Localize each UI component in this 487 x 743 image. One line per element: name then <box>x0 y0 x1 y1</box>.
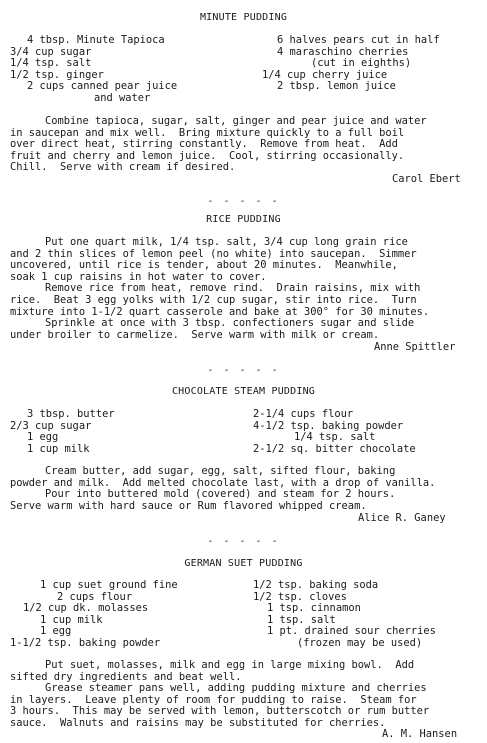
ingredient: 1 egg <box>40 625 72 638</box>
section-separator: - - - - - <box>207 365 280 376</box>
instruction-line: rice. Beat 3 egg yolks with 1/2 cup sugar, stir into rice. Turn <box>10 294 417 306</box>
section-separator: - - - - - <box>207 196 280 207</box>
ingredient: 1 pt. drained sour cherries <box>267 625 436 638</box>
ingredient: 4-1/2 tsp. baking powder <box>253 419 404 432</box>
instruction-line: in saucepan and mix well. Bring mixture quickly to a full boil <box>10 126 405 139</box>
ingredient: 1/2 tsp. cloves <box>253 590 347 603</box>
ingredient: 1 egg <box>27 431 59 444</box>
ingredient: 3 tbsp. butter <box>27 408 115 420</box>
instruction-line: fruit and cherry and lemon juice. Cool, stirring occasionally. <box>10 149 405 162</box>
instruction-line: uncovered, until rice is tender, about 20 minutes. Meanwhile, <box>10 259 398 272</box>
ingredient: 4 maraschino cherries <box>277 45 409 58</box>
ingredient: 2 tbsp. lemon juice <box>277 80 396 93</box>
recipe-title-german-suet-pudding: GERMAN SUET PUDDING <box>184 558 303 569</box>
recipe-author: Carol Ebert <box>392 173 461 185</box>
instruction-line: mixture into 1-1/2 quart casserole and bake at 300° for 30 minutes. <box>10 305 430 318</box>
ingredient: (cut in eighths) <box>311 57 412 70</box>
ingredient: 2 cups flour <box>57 590 133 603</box>
instruction-line: Pour into buttered mold (covered) and steam for 2 hours. <box>45 488 396 501</box>
ingredient: 1 tsp. salt <box>267 613 336 626</box>
ingredient: 1/2 tsp. ginger <box>10 68 104 81</box>
ingredient: 1/2 cup dk. molasses <box>23 602 149 615</box>
recipe-author: A. M. Hansen <box>382 728 458 740</box>
ingredient: 6 halves pears cut in half <box>277 34 440 46</box>
instruction-line: Sprinkle at once with 3 tbsp. confectioners sugar and slide <box>45 317 415 330</box>
instruction-line: Serve warm with hard sauce or Rum flavored whipped cream. <box>10 499 367 512</box>
ingredient: 1/2 tsp. baking soda <box>253 579 379 591</box>
ingredient: 3/4 cup sugar <box>10 45 92 58</box>
ingredient: 2 cups canned pear juice <box>27 80 178 93</box>
ingredient: 2/3 cup sugar <box>10 419 92 432</box>
instruction-line: Chill. Serve with cream if desired. <box>10 161 236 174</box>
instruction-line: Combine tapioca, sugar, salt, ginger and pear juice and water <box>45 115 427 127</box>
recipe-title-chocolate-steam-pudding: CHOCOLATE STEAM PUDDING <box>171 386 316 397</box>
instruction-line: powder and milk. Add melted chocolate last, with a drop of vanilla. <box>10 476 436 489</box>
instruction-line: in layers. Leave plenty of room for pudding to raise. Steam for <box>10 693 417 706</box>
instruction-line: and 2 thin slices of lemon peel (no white) into saucepan. Simmer <box>10 247 417 260</box>
ingredient: 1-1/2 tsp. baking powder <box>10 637 161 649</box>
ingredient: 1 tsp. cinnamon <box>267 602 361 615</box>
instruction-line: 3 hours. This may be served with lemon, butterscotch or rum butter <box>10 705 430 718</box>
ingredient: 2-1/2 sq. bitter chocolate <box>253 442 416 455</box>
instruction-line: Cream butter, add sugar, egg, salt, sifted flour, baking <box>45 465 396 477</box>
ingredient: 2-1/4 cups flour <box>253 408 354 420</box>
ingredient: 1/4 cup cherry juice <box>262 68 388 81</box>
instruction-line: Remove rice from heat, remove rind. Drain raisins, mix with <box>45 282 421 295</box>
recipe-title-minute-pudding: MINUTE PUDDING <box>199 12 288 23</box>
section-separator: - - - - - <box>207 536 280 547</box>
instruction-line: Put one quart milk, 1/4 tsp. salt, 3/4 cup long grain rice <box>45 236 408 248</box>
instruction-line: over direct heat, stirring constantly. Remove from heat. Add <box>10 138 398 151</box>
recipe-author: Anne Spittler <box>374 341 456 353</box>
instruction-line: soak 1 cup raisins in hot water to cover. <box>10 270 267 283</box>
instruction-line: under broiler to carmelize. Serve warm with milk or cream. <box>10 328 380 341</box>
instruction-line: sauce. Walnuts and raisins may be substituted for cherries. <box>10 717 386 729</box>
instruction-line: Put suet, molasses, milk and egg in large mixing bowl. Add <box>45 659 415 671</box>
instruction-line: sifted dry ingredients and beat well. <box>10 670 242 683</box>
ingredient: 1 cup suet ground fine <box>40 579 178 591</box>
ingredient: 1/4 tsp. salt <box>294 431 376 444</box>
instruction-line: Grease steamer pans well, adding pudding mixture and cherries <box>45 682 427 695</box>
ingredient: 1 cup milk <box>40 613 103 626</box>
ingredient: and water <box>94 92 151 104</box>
recipe-title-rice-pudding: RICE PUDDING <box>206 214 281 225</box>
ingredient: (frozen may be used) <box>297 637 423 649</box>
ingredient: 1/4 tsp. salt <box>10 57 92 70</box>
ingredient: 4 tbsp. Minute Tapioca <box>27 34 165 46</box>
recipe-author: Alice R. Ganey <box>358 512 446 524</box>
ingredient: 1 cup milk <box>27 442 90 455</box>
